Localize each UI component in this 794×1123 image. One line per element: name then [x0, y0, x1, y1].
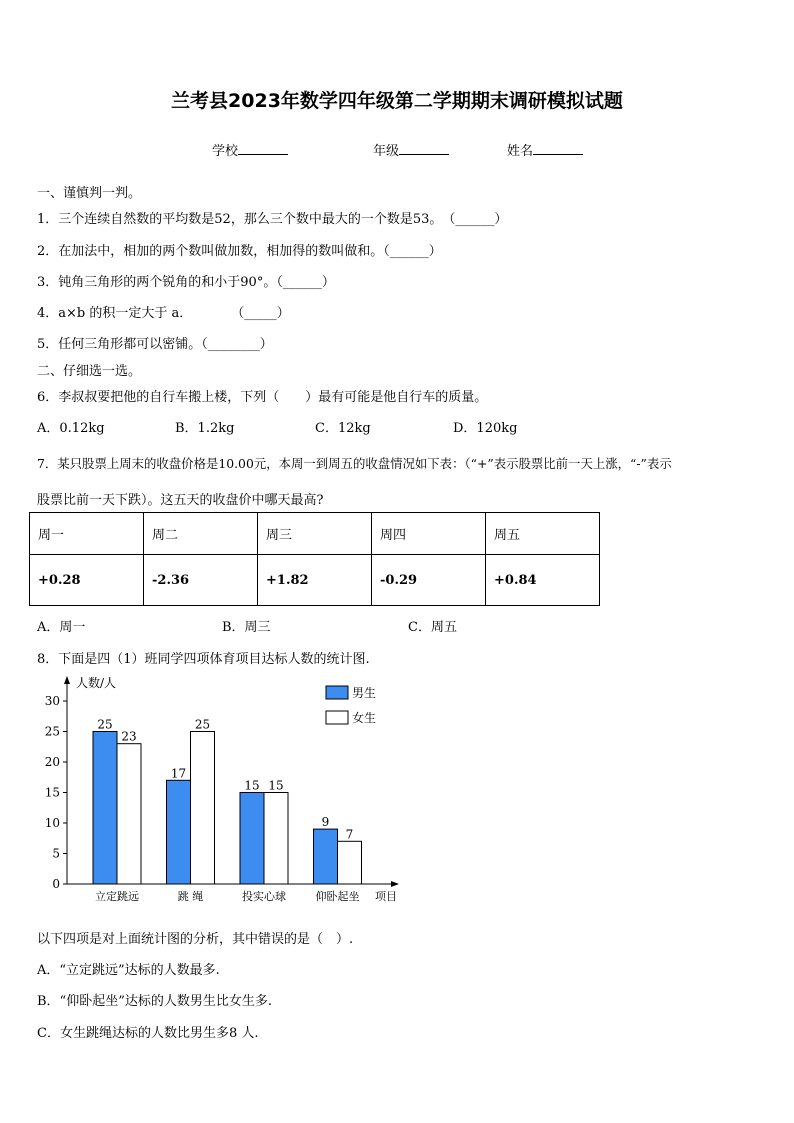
table-header-cell: 周一	[30, 513, 144, 555]
table-value-cell: -0.29	[372, 555, 486, 606]
bar-boys	[93, 732, 117, 885]
q8-option-c[interactable]: C．女生跳绳达标的人数比男生多8 人.	[37, 1026, 259, 1041]
section2-heading: 二、仔细选一选。	[37, 364, 142, 379]
y-axis-label: 人数/人	[76, 676, 117, 690]
data-label: 7	[345, 827, 354, 842]
judge-question-3: 3．钝角三角形的两个锐角的和小于90°。（______）	[37, 275, 335, 290]
bar-boys	[240, 793, 264, 885]
grade-field	[373, 140, 449, 159]
bar-girls	[264, 793, 288, 885]
y-tick-label: 5	[52, 846, 60, 861]
name-label: 姓名	[507, 144, 534, 159]
table-value-cell: -2.36	[144, 555, 258, 606]
q8-option-b[interactable]: B．“仰卧起坐”达标的人数男生比女生多.	[37, 994, 272, 1009]
table-header-cell: 周三	[258, 513, 372, 555]
y-tick-label: 25	[44, 724, 60, 739]
x-axis-label: 项目	[375, 890, 397, 903]
data-label: 15	[268, 778, 284, 793]
q8-stem: 8．下面是四（1）班同学四项体育项目达标人数的统计图.	[37, 652, 370, 667]
sports-bar-chart	[30, 670, 410, 915]
category-label: 仰卧起坐	[315, 890, 360, 903]
judge-question-4: 4．a×b 的积一定大于 a． （_____）	[37, 306, 290, 321]
x-axis-arrow-icon	[391, 881, 399, 887]
stock-table	[29, 512, 600, 606]
data-label: 25	[97, 717, 113, 732]
q8-analysis: 以下四项是对上面统计图的分析，其中错误的是（ ）.	[37, 932, 354, 947]
y-tick-label: 20	[44, 755, 60, 769]
name-field	[507, 140, 583, 159]
q7-option-a[interactable]: A．周一	[37, 620, 86, 635]
category-label: 投实心球	[242, 890, 286, 903]
table-value-cell: +0.28	[30, 555, 144, 606]
school-field	[212, 140, 288, 159]
y-tick-label: 15	[44, 785, 60, 800]
category-label: 立定跳远	[95, 890, 139, 903]
y-tick-label: 0	[52, 877, 60, 891]
grade-label: 年级	[373, 144, 400, 159]
q7-option-c[interactable]: C．周五	[408, 620, 457, 635]
school-label: 学校	[212, 144, 239, 159]
q7-stem-line1: 7．某只股票上周末的收盘价格是10.00元，本周一到周五的收盘情况如下表：（“+”表示股票比前一天上涨，“-”表示	[37, 456, 672, 471]
judge-question-5: 5．任何三角形都可以密铺。（________）	[37, 337, 273, 352]
legend-swatch-boys	[326, 686, 348, 699]
q6-option-a[interactable]: A．0.12kg	[37, 421, 105, 436]
y-tick-label: 10	[44, 816, 60, 830]
school-blank[interactable]	[238, 141, 288, 155]
q6-option-c[interactable]: C．12kg	[315, 421, 371, 436]
data-label: 15	[244, 778, 260, 793]
name-blank[interactable]	[533, 141, 583, 155]
q6-option-d[interactable]: D．120kg	[453, 421, 518, 436]
bar-girls	[191, 732, 215, 885]
bar-boys	[167, 780, 191, 884]
table-value-cell: +0.84	[486, 555, 600, 606]
q7-stem-line2: 股票比前一天下跌）。这五天的收盘价中哪天最高?	[37, 493, 324, 508]
data-label: 17	[170, 766, 187, 781]
data-label: 9	[321, 815, 330, 830]
legend-label-girls: 女生	[352, 711, 377, 725]
legend-swatch-girls	[326, 711, 348, 724]
table-header-cell: 周五	[486, 513, 600, 555]
q7-option-b[interactable]: B．周三	[222, 620, 271, 635]
bar-girls	[338, 841, 362, 884]
legend-label-boys: 男生	[352, 686, 377, 700]
q6-stem: 6．李叔叔要把他的自行车搬上楼，下列（ ）最有可能是他自行车的质量。	[37, 390, 488, 405]
bar-girls	[117, 744, 141, 884]
bar-boys	[314, 829, 338, 884]
category-label: 跳 绳	[177, 890, 204, 903]
table-value-cell: +1.82	[258, 555, 372, 606]
page-title: 兰考县2023年数学四年级第二学期期末调研模拟试题	[171, 90, 623, 112]
grade-blank[interactable]	[399, 141, 449, 155]
section1-heading: 一、谨慎判一判。	[37, 186, 142, 201]
judge-question-2: 2．在加法中，相加的两个数叫做加数，相加得的数叫做和。（______）	[37, 244, 442, 259]
y-tick-label: 30	[44, 694, 60, 708]
data-label: 23	[121, 729, 137, 744]
data-label: 25	[194, 717, 211, 732]
table-header-cell: 周四	[372, 513, 486, 555]
table-header-cell: 周二	[144, 513, 258, 555]
y-axis-arrow-icon	[64, 676, 70, 684]
q8-option-a[interactable]: A．“立定跳远”达标的人数最多.	[37, 963, 220, 978]
q6-option-b[interactable]: B．1.2kg	[175, 421, 235, 436]
judge-question-1: 1．三个连续自然数的平均数是52，那么三个数中最大的一个数是53。 （______）	[37, 212, 508, 227]
